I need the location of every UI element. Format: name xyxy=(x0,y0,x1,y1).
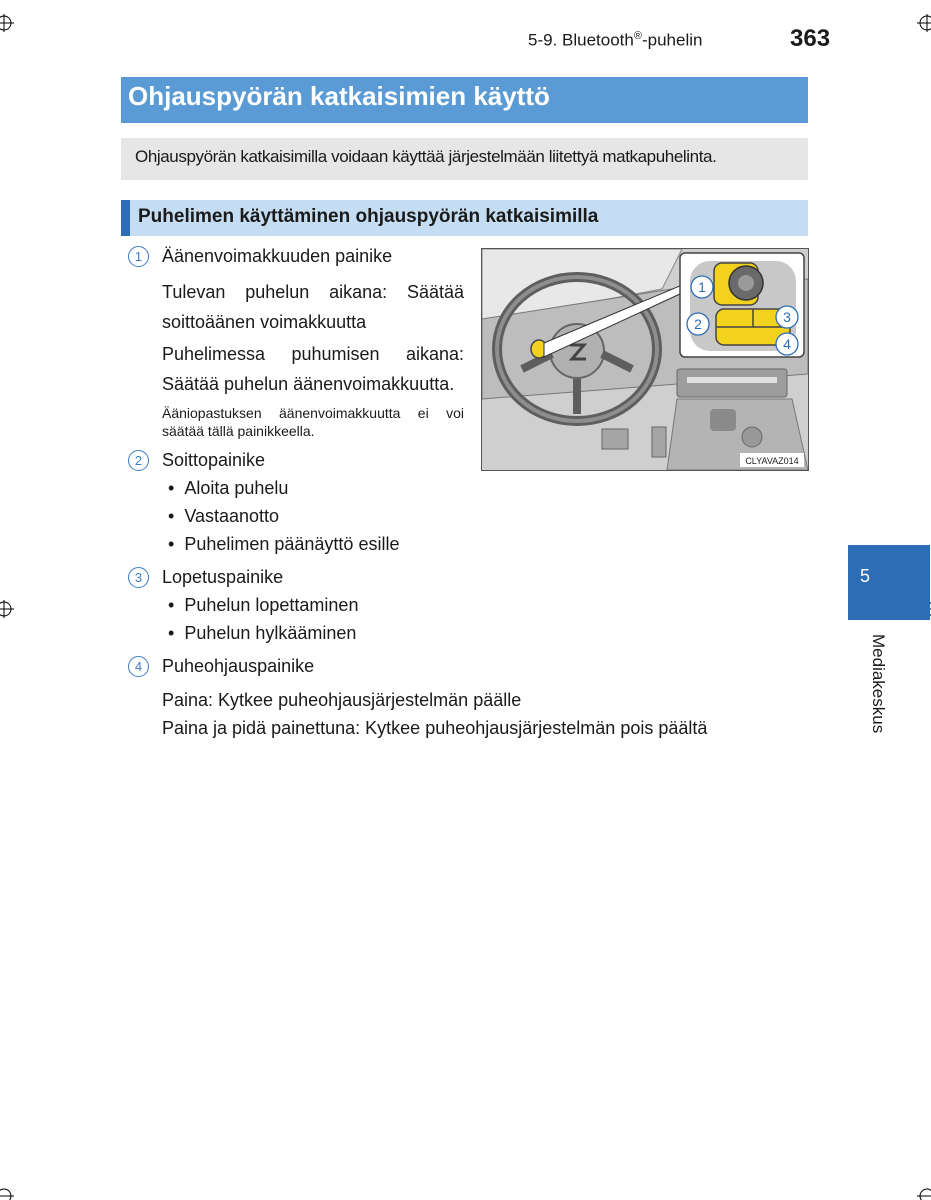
item-number-1: 1 xyxy=(128,246,149,267)
section-subtitle: Puhelimen käyttäminen ohjauspyörän katkaisimilla xyxy=(138,206,599,227)
item-desc-4b: Paina ja pidä painettuna: Kytkee puheohjausjärjestelmän pois päältä xyxy=(162,718,708,738)
item-desc-1b: Puhelimessa puhumisen aikana: Säätää puhelun äänenvoimakkuutta. xyxy=(162,344,464,394)
crop-mark-icon xyxy=(0,598,22,620)
steering-wheel-illustration xyxy=(481,248,809,471)
bullet-list-item: • Puhelimen päänäyttö esille xyxy=(168,534,400,554)
callout-2: 2 xyxy=(694,316,702,332)
item-number-4: 4 xyxy=(128,656,149,677)
item-number-2: 2 xyxy=(128,450,149,471)
page-title: Ohjauspyörän katkaisimien käyttö xyxy=(128,81,550,111)
item-number-3: 3 xyxy=(128,567,149,588)
callout-3: 3 xyxy=(783,309,791,325)
item-desc-1a: Tulevan puhelun aikana: Säätää soittoäänen voimakkuutta xyxy=(162,282,464,332)
bullet-list-item: • Vastaanotto xyxy=(168,506,280,526)
bullet-list-item: • Puhelun lopettaminen xyxy=(168,595,359,615)
crop-mark-icon xyxy=(909,12,931,34)
running-header xyxy=(528,30,702,51)
bullet-list-item: • Puhelun hylkääminen xyxy=(168,623,357,643)
item-label-4: Puheohjauspainike xyxy=(162,656,315,676)
callout-4: 4 xyxy=(783,336,791,352)
item-desc-4a: Paina: Kytkee puheohjausjärjestelmän päälle xyxy=(162,690,522,710)
callout-1: 1 xyxy=(698,279,706,295)
header-registered-mark: ® xyxy=(633,30,642,42)
page-number: 363 xyxy=(790,25,831,52)
item-label-2: Soittopainike xyxy=(162,450,266,470)
chapter-label: Mediakeskus xyxy=(869,634,888,734)
crop-mark-icon xyxy=(0,12,22,34)
chapter-number: 5 xyxy=(860,566,871,586)
item-label-1: Äänenvoimakkuuden painike xyxy=(162,246,393,266)
subtitle-accent xyxy=(121,200,130,236)
figure-code: CLYAVAZ014 xyxy=(745,456,799,466)
crop-mark-icon xyxy=(0,1178,22,1200)
car-interior-icon xyxy=(482,249,808,470)
header-section-suffix: -puhelin xyxy=(641,30,703,50)
item-note-1: Ääniopastuksen äänenvoimakkuutta ei voi säätää tällä painikkeella. xyxy=(162,405,464,439)
intro-text: Ohjauspyörän katkaisimilla voidaan käyttää järjestelmään liitettyä matkapuhelinta. xyxy=(135,147,717,166)
bullet-list-item: • Aloita puhelu xyxy=(168,478,289,498)
crop-mark-icon xyxy=(909,1178,931,1200)
item-label-3: Lopetuspainike xyxy=(162,567,284,587)
header-section-prefix: 5-9. Bluetooth xyxy=(528,30,634,50)
